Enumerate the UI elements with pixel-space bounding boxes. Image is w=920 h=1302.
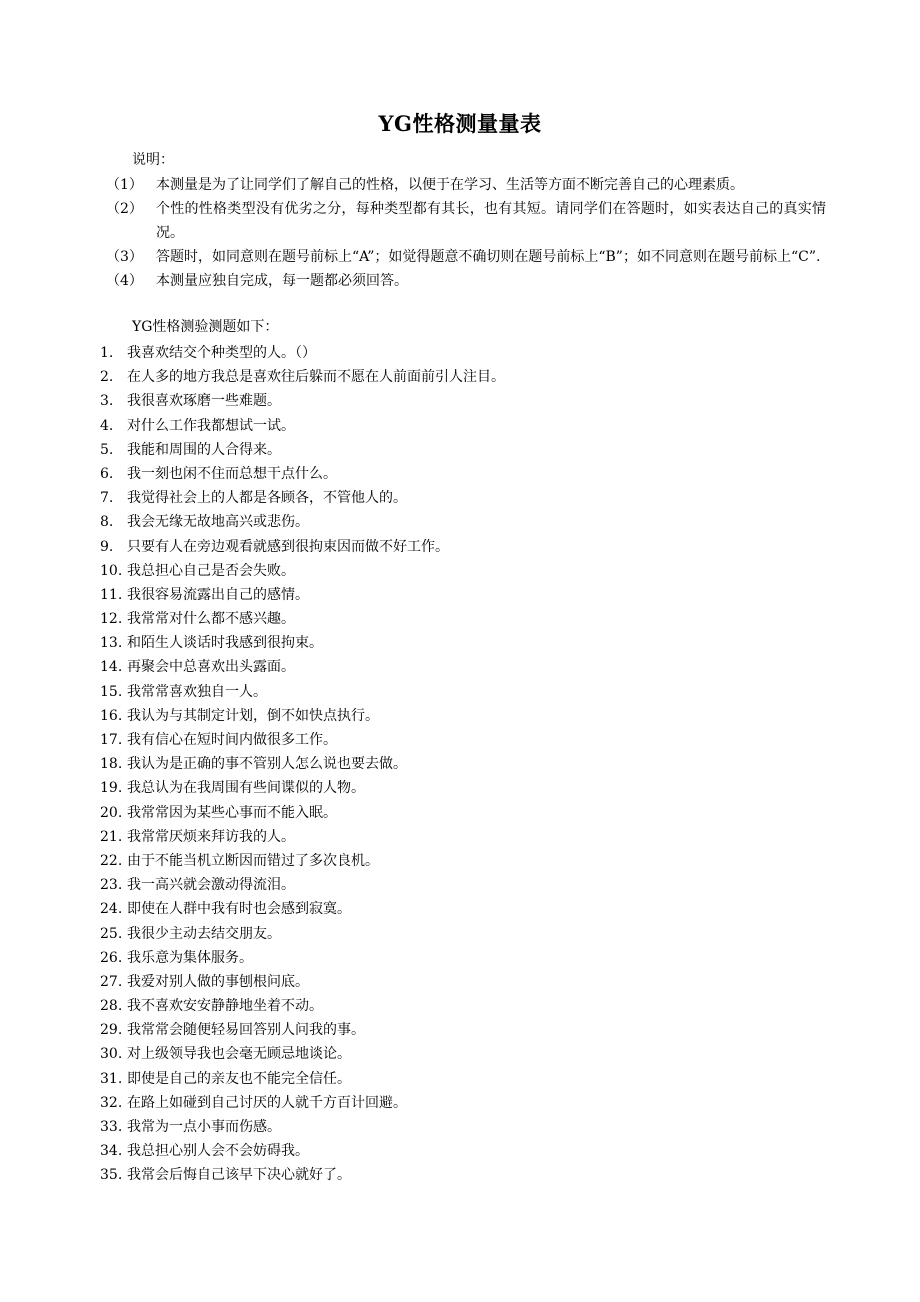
question-item [100,365,820,389]
question-text: 对什么工作我都想试一试。 [127,417,295,434]
question-item [100,704,820,728]
question-number: 19. [100,780,123,797]
instruction-number: （3） [106,249,143,265]
instruction-text: 本测量是为了让同学们了解自己的性格，以便于在学习、生活等方面不断完善自己的心理素质。 [156,177,744,193]
question-text: 再聚会中总喜欢出头露面。 [127,659,295,676]
question-item [100,1091,820,1115]
question-item [100,1163,820,1187]
question-item [100,1067,820,1091]
question-number: 6. [100,465,114,482]
question-number: 9. [100,538,114,555]
questions-list [100,341,820,1188]
question-item [100,752,820,776]
question-text: 在人多的地方我总是喜欢往后躲而不愿在人前面前引人注目。 [127,369,505,386]
question-item [100,946,820,970]
question-number: 12. [100,611,123,628]
question-item [100,849,820,873]
question-item [100,922,820,946]
question-number: 35. [100,1167,123,1184]
question-text: 即使在人群中我有时也会感到寂寞。 [127,901,351,918]
instruction-number: （4） [106,273,143,289]
question-number: 34. [100,1143,123,1160]
question-text: 在路上如碰到自己讨厌的人就千方百计回避。 [127,1094,407,1111]
question-number: 24. [100,901,123,918]
question-number: 33. [100,1119,123,1135]
question-item [100,728,820,752]
question-number: 22. [100,852,123,869]
question-text: 我总认为在我周围有些间谍似的人物。 [127,780,365,797]
questions-intro: YG性格测验测题如下： [132,319,279,335]
question-text: 和陌生人谈话时我感到很拘束。 [127,635,323,652]
question-text: 即使是自己的亲友也不能完全信任。 [127,1070,351,1087]
question-text: 我爱对别人做的事刨根问底。 [127,973,309,990]
question-item [100,970,820,994]
question-text: 我总担心别人会不会妨碍我。 [127,1143,309,1160]
question-item [100,1018,820,1042]
question-item [100,1115,820,1139]
question-number: 4. [100,417,114,434]
instruction-item [106,197,826,245]
question-item [100,825,820,849]
question-number: 21. [100,828,123,845]
question-text: 我常会后悔自己该早下决心就好了。 [127,1167,351,1184]
question-item [100,389,820,413]
question-item [100,438,820,462]
question-number: 27. [100,973,123,990]
question-number: 25. [100,925,123,942]
question-text: 我喜欢结交个种类型的人。（） [127,345,316,361]
question-text: 我很容易流露出自己的感情。 [127,586,309,603]
question-number: 31. [100,1070,123,1087]
question-number: 8. [100,514,114,531]
question-text: 我有信心在短时间内做很多工作。 [127,732,337,748]
question-text: 对上级领导我也会毫无顾忌地谈论。 [127,1046,351,1063]
question-number: 26. [100,949,123,966]
question-item [100,873,820,897]
instruction-item [106,269,826,293]
question-item [100,897,820,921]
question-item [100,680,820,704]
question-text: 我常常对什么都不感兴趣。 [127,611,295,628]
question-number: 7. [100,490,114,507]
question-text: 只要有人在旁边观看就感到很拘束因而做不好工作。 [127,538,449,555]
question-number: 17. [100,732,123,748]
question-text: 我认为与其制定计划，倒不如快点执行。 [127,707,379,724]
question-item [100,486,820,510]
question-item [100,535,820,559]
question-number: 28. [100,998,123,1015]
question-number: 15. [100,683,123,700]
question-text: 我很少主动去结交朋友。 [127,925,281,942]
question-item [100,583,820,607]
question-text: 我乐意为集体服务。 [127,949,253,966]
question-text: 我认为是正确的事不管别人怎么说也要去做。 [127,756,407,773]
question-text: 由于不能当机立断因而错过了多次良机。 [127,852,379,869]
question-item [100,414,820,438]
question-number: 30. [100,1046,123,1063]
question-text: 我常常厌烦来拜访我的人。 [127,828,295,845]
question-item [100,1139,820,1163]
question-text: 我常常因为某些心事而不能入眠。 [127,804,337,821]
question-item [100,776,820,800]
instruction-text: 个性的性格类型没有优劣之分，每种类型都有其长，也有其短。请同学们在答题时，如实表达自己的真实情况。 [156,201,826,241]
question-item [100,1042,820,1066]
document-title: YG性格测量量表 [378,111,542,136]
question-text: 我能和周围的人合得来。 [127,441,281,458]
question-number: 3. [100,393,114,410]
question-item [100,801,820,825]
question-number: 1. [100,345,114,361]
instruction-item [106,173,826,197]
question-number: 14. [100,659,123,676]
question-item [100,341,820,365]
question-number: 2. [100,369,114,386]
question-item [100,510,820,534]
question-text: 我常为一点小事而伤感。 [127,1119,281,1135]
question-text: 我不喜欢安安静静地坐着不动。 [127,998,323,1015]
question-text: 我一高兴就会激动得流泪。 [127,877,295,894]
question-number: 5. [100,441,114,458]
question-text: 我一刻也闲不住而总想干点什么。 [127,465,337,482]
question-number: 11. [100,586,123,603]
question-item [100,655,820,679]
question-number: 20. [100,804,123,821]
instruction-text: 答题时，如同意则在题号前标上“A”；如觉得题意不确切则在题号前标上“B”；如不同意则在题号前标上“C”. [156,249,821,265]
instruction-number: （2） [106,201,143,217]
question-text: 我常常会随便轻易回答别人问我的事。 [127,1022,365,1039]
question-item [100,994,820,1018]
question-number: 18. [100,756,123,773]
question-item [100,631,820,655]
question-number: 23. [100,877,123,894]
question-number: 16. [100,707,123,724]
instructions-list [106,173,826,293]
question-number: 32. [100,1094,123,1111]
instruction-text: 本测量应独自完成，每一题都必须回答。 [156,273,408,289]
intro-label: 说明： [132,152,174,168]
question-text: 我会无缘无故地高兴或悲伤。 [127,514,309,531]
question-text: 我觉得社会上的人都是各顾各，不管他人的。 [127,490,407,507]
question-number: 10. [100,562,123,579]
question-text: 我常常喜欢独自一人。 [127,683,267,700]
instruction-item [106,245,826,269]
question-item [100,607,820,631]
question-number: 13. [100,635,123,652]
question-item [100,462,820,486]
question-item [100,559,820,583]
instruction-number: （1） [106,177,143,193]
question-text: 我很喜欢琢磨一些难题。 [127,393,281,410]
question-number: 29. [100,1022,123,1039]
question-text: 我总担心自己是否会失败。 [127,562,295,579]
